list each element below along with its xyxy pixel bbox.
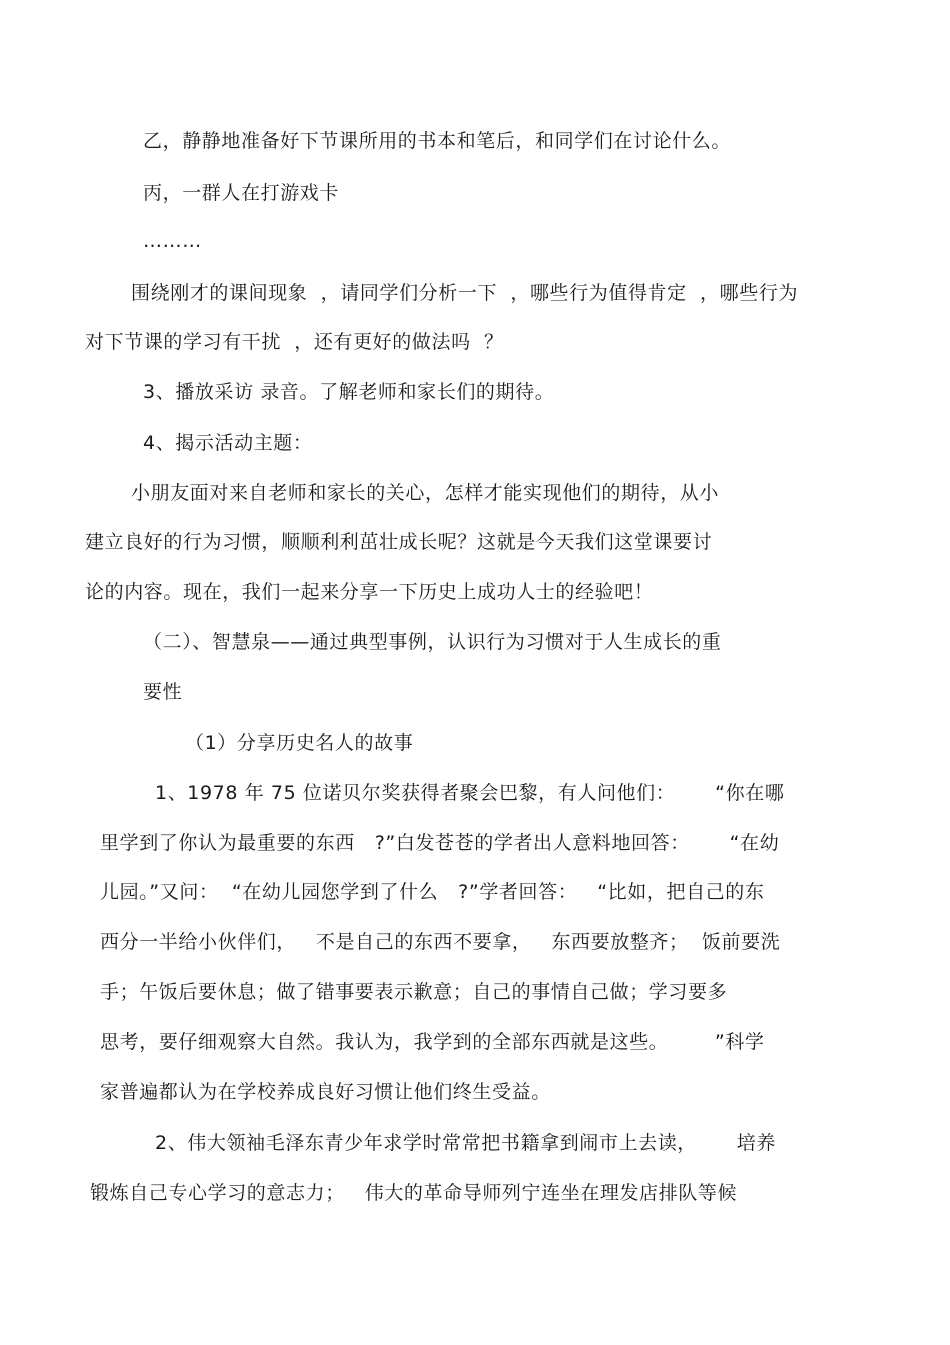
paragraph-line: 丙，一群人在打游戏卡 (143, 182, 340, 204)
paragraph-line: 思考，要仔细观察大自然。我认为，我学到的全部东西就是这些。 ”科学 (100, 1031, 765, 1053)
paragraph-line: 乙，静静地准备好下节课所用的书本和笔后，和同学们在讨论什么。 (143, 130, 732, 152)
paragraph-line: 建立良好的行为习惯，顺顺利利茁壮成长呢？这就是今天我们这堂课要讨 (85, 531, 713, 553)
paragraph-line: ……… (143, 230, 202, 252)
paragraph-line: 论的内容。现在，我们一起来分享一下历史上成功人士的经验吧！ (85, 581, 654, 603)
paragraph-line: 围绕刚才的课间现象 ，请同学们分析一下 ，哪些行为值得肯定 ，哪些行为 (131, 282, 799, 304)
paragraph-line: 3、播放采访 录音。了解老师和家长们的期待。 (143, 381, 555, 403)
paragraph-line: 手；午饭后要休息；做了错事要表示歉意；自己的事情自己做；学习要多 (100, 981, 728, 1003)
paragraph-line: 里学到了你认为最重要的东西 ?”白发苍苍的学者出人意料地回答： “在幼 (100, 832, 780, 854)
subsection-heading: （1）分享历史名人的故事 (185, 732, 414, 754)
paragraph-line: 对下节课的学习有干扰 ，还有更好的做法吗 ？ (85, 331, 504, 353)
paragraph-line: 家普遍都认为在学校养成良好习惯让他们终生受益。 (100, 1081, 551, 1103)
paragraph-line: 小朋友面对来自老师和家长的关心，怎样才能实现他们的期待，从小 (131, 482, 720, 504)
paragraph-line: 1、1978 年 75 位诺贝尔奖获得者聚会巴黎，有人问他们： “你在哪 (155, 782, 785, 804)
section-heading: 要性 (143, 681, 183, 703)
paragraph-line: 西分一半给小伙伴们， 不是自己的东西不要拿， 东西要放整齐； 饭前要洗 (100, 931, 781, 953)
paragraph-line: 锻炼自己专心学习的意志力； 伟大的革命导师列宁连坐在理发店排队等候 (90, 1182, 738, 1204)
paragraph-line: 儿园。”又问： “在幼儿园您学到了什么 ?”学者回答： “比如，把自己的东 (100, 881, 765, 903)
paragraph-line: 4、揭示活动主题： (143, 432, 313, 454)
paragraph-line: 2、伟大领袖毛泽东青少年求学时常常把书籍拿到闹市上去读， 培养 (155, 1132, 776, 1154)
section-heading: （二）、智慧泉——通过典型事例，认识行为习惯对于人生成长的重 (143, 631, 722, 653)
